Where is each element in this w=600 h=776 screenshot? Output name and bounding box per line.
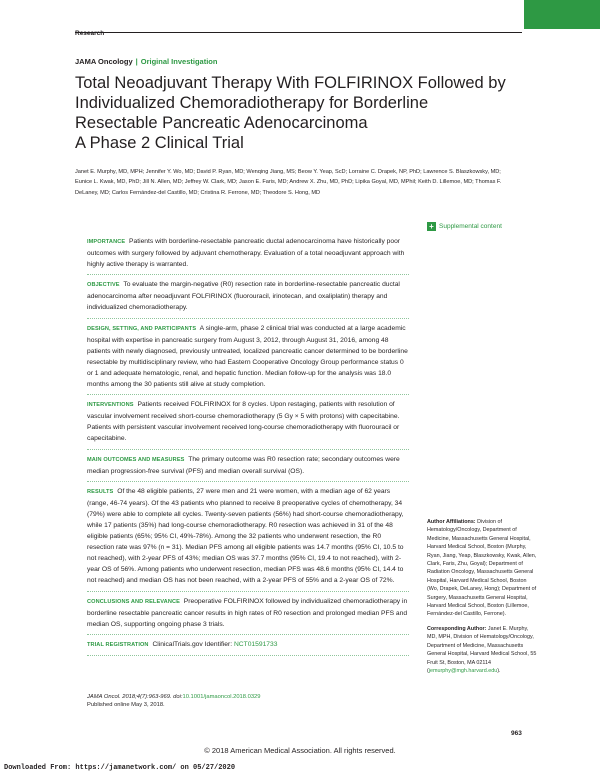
journal-line xyxy=(75,57,217,66)
journal-separator: | xyxy=(135,57,138,66)
section-label: Research xyxy=(75,30,105,37)
results-text: Of the 48 eligible patients, 27 were men and 21 were women, with a median age of 62 years (range, 46-74 years). Of the 43 patients who planned to receive 8 preoperative cycles of chemotherapy, 34 (79%) were able to complete all cycles. Twenty-seven patients (56%) had short-course chemoradiotherapy, while 17 patients (35%) had long-course chemoradiotherapy. R0 resection was achieved in 31 of the 48 eligible patients (65%; 95% CI, 49%-78%). Among the 32 patients who underwent resection, the R0 resection rate was 97% (n = 31). Median PFS among all eligible patients was 14.7 months (95% CI, 10.5 to not reached), with 2-year PFS of 43%; median OS was 37.7 months (95% CI, 19.4 to not reached), with 2-year OS of 56%. Among patients who underwent resection, median PFS was 48.6 months (95% CI, 14.4 to not reached) and median OS has not been reached, with a 2-year PFS of 55% and a 2-year OS of 72%. xyxy=(87,487,404,585)
results-heading: RESULTS xyxy=(87,488,114,495)
doi-link[interactable]: 10.1001/jamaoncol.2018.0329 xyxy=(182,694,261,700)
abstract-registration xyxy=(87,639,409,656)
plus-icon: + xyxy=(427,222,436,231)
published-date: Published online May 3, 2018. xyxy=(87,702,165,709)
corresponding-label: Corresponding Author: xyxy=(427,625,487,632)
design-text: A single-arm, phase 2 clinical trial was conducted at a large academic hospital with expertise in pancreatic surgery from August 3, 2012, through August 31, 2016, among 48 patients with newly diagnosed, previously untreated, localized pancreatic cancer determined to be borderline resectable by multidisciplinary review, who had Eastern Cooperative Oncology Group performance status 0 or 1 and adequate hematologic, renal, and hepatic function. Median follow-up for the analysis was 18.0 months among the 30 patients still alive at study completion. xyxy=(87,324,408,389)
abstract-objective xyxy=(87,279,409,318)
page-number: 963 xyxy=(511,730,522,737)
abstract-interventions xyxy=(87,399,409,449)
affiliations-block xyxy=(427,518,539,619)
objective-heading: OBJECTIVE xyxy=(87,282,120,289)
importance-text: Patients with borderline-resectable pancreatic ductal adenocarcinoma have historically poor outcomes with surgery followed by adjuvant chemotherapy. Evaluation of a total neoadjuvant approach with highly active therapy is warranted. xyxy=(87,238,405,269)
header-rule xyxy=(75,18,522,33)
corresponding-end: ). xyxy=(497,667,501,674)
conclusions-heading: CONCLUSIONS AND RELEVANCE xyxy=(87,598,180,605)
article-type: Original Investigation xyxy=(140,57,218,66)
conclusions-text: Preoperative FOLFIRINOX followed by individualized chemoradiotherapy in borderline resectable pancreatic cancer results in high rates of R0 resection and prolonged median PFS and median OS, supporting ongoing phase 3 trials. xyxy=(87,597,408,628)
supplemental-content-link[interactable] xyxy=(427,222,502,231)
objective-text: To evaluate the margin-negative (R0) resection rate in borderline-resectable pancreatic ductal adenocarcinoma after neoadjuvant FOLFIRINOX (fluorouracil, irinotecan, and oxaliplatin) therapy and individualized chemoradiotherapy. xyxy=(87,281,400,312)
journal-name: JAMA Oncology xyxy=(75,57,133,66)
title-main: Total Neoadjuvant Therapy With FOLFIRINOX Followed by Individualized Chemoradiotherapy for Borderline Resectable Pancreatic Adenocarcinoma xyxy=(75,74,506,132)
article-title xyxy=(75,73,515,153)
citation-prefix: JAMA Oncol. 2018;4(7):963-969. doi: xyxy=(87,694,183,700)
title-subtitle: A Phase 2 Clinical Trial xyxy=(75,134,244,152)
citation-line xyxy=(87,693,407,701)
abstract-conclusions xyxy=(87,596,409,635)
registration-id-link[interactable]: NCT01591733 xyxy=(233,640,278,648)
citation xyxy=(87,693,407,710)
author-list: Janet E. Murphy, MD, MPH; Jennifer Y. Wo, MD; David P. Ryan, MD; Wenqing Jiang, MS; Beow Y. Yeap, ScD; Lorraine C. Drapek, NP, PhD; Lawrence S. Blaszkowsky, MD; Eunice L. Kwak, MD, PhD; Jill N. Allen, MD; Jeffrey W. Clark, MD; Jason E. Faris, MD; Andrew X. Zhu, MD, PhD; Lipika Goyal, MD, MPhil; Keith D. Lillemoe, MD; Thomas F. DeLaney, MD; Carlos Fernández-del Castillo, MD; Cristina R. Ferrone, MD; Theodore S. Hong, MD xyxy=(75,169,502,196)
outcomes-heading: MAIN OUTCOMES AND MEASURES xyxy=(87,456,185,463)
copyright: © 2018 American Medical Association. All rights reserved. xyxy=(204,746,396,755)
abstract-importance xyxy=(87,236,409,275)
section-color-tab xyxy=(524,0,600,29)
email-link[interactable]: jemurphy@mgh.harvard.edu xyxy=(428,667,498,674)
abstract-outcomes xyxy=(87,454,409,482)
affiliations-label: Author Affiliations: xyxy=(427,519,476,525)
abstract xyxy=(87,236,409,660)
interventions-text: Patients received FOLFIRINOX for 8 cycles. Upon restaging, patients with resolution of vascular involvement received short-course chemoradiotherapy (5 Gy × 5 with protons) with capecitabine. Patients with persistent vascular involvement received long-course chemoradiotherapy with fluorouracil or capecitabine. xyxy=(87,401,400,443)
abstract-design xyxy=(87,323,409,396)
download-stamp: Downloaded From: https://jamanetwork.com/ on 05/27/2020 xyxy=(4,764,236,772)
supplemental-label: Supplemental content xyxy=(439,223,502,230)
author-affiliations xyxy=(427,518,539,681)
outcomes-text: The primary outcome was R0 resection rate; secondary outcomes were median progression-free survival (PFS) and median overall survival (OS). xyxy=(87,455,400,475)
affiliations-text: Division of Hematology/Oncology, Department of Medicine, Massachusetts General Hospital, Harvard Medical School, Boston (Murphy, Ryan, Jiang, Yeap, Blaszkowsky, Kwak, Allen, Clark, Faris, Zhu, Goyal); Department of Radiation Oncology, Massachusetts General Hospital, Harvard Medical School, Boston (Wo, Drapek, DeLaney, Hong); Department of Surgery, Massachusetts General Hospital, Harvard Medical School, Boston (Lillemoe, Fernández-del Castillo, Ferrone). xyxy=(427,519,537,618)
corresponding-author-block xyxy=(427,625,539,675)
registration-text: ClinicalTrials.gov Identifier: xyxy=(152,640,233,648)
interventions-heading: INTERVENTIONS xyxy=(87,402,134,409)
importance-heading: IMPORTANCE xyxy=(87,239,126,245)
registration-heading: TRIAL REGISTRATION xyxy=(87,641,149,648)
design-heading: DESIGN, SETTING, AND PARTICIPANTS xyxy=(87,325,197,332)
abstract-results xyxy=(87,486,409,592)
corresponding-text: Janet E. Murphy, MD, MPH, Division of Hematology/Oncology, Department of Medicine, Massachusetts General Hospital, Harvard Medical School, 55 Fruit St, Boston, MA 02114 ( xyxy=(427,625,537,674)
